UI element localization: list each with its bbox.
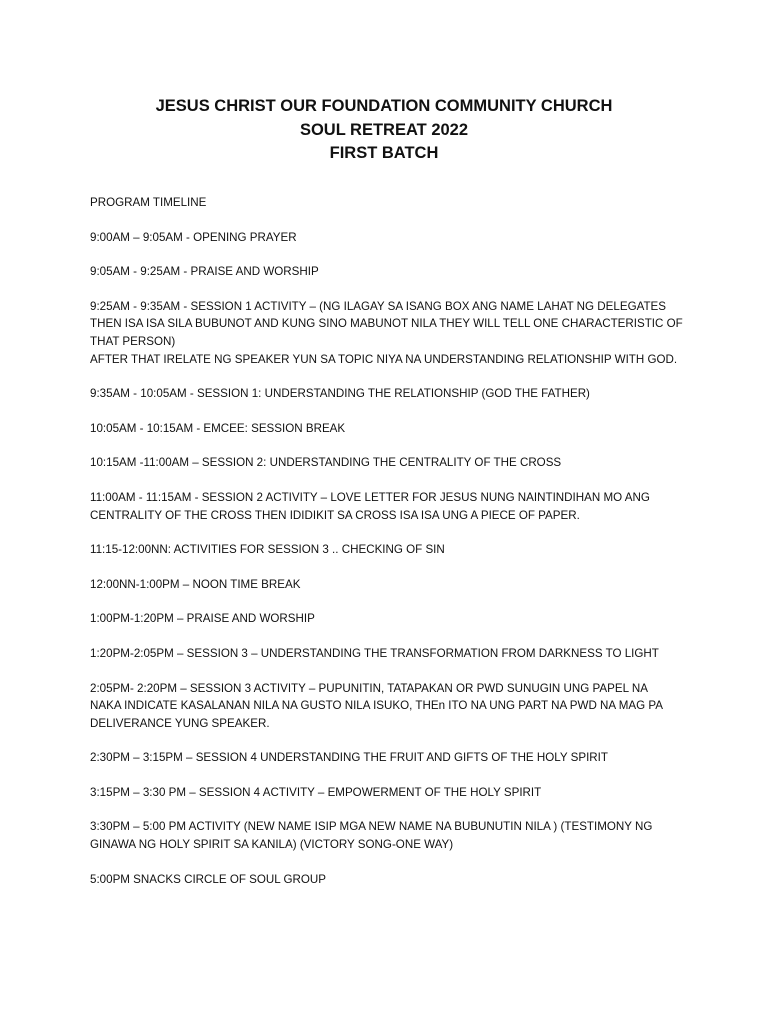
timeline-entry — [90, 871, 690, 889]
timeline-line: 3:15PM – 3:30 PM – SESSION 4 ACTIVITY – EMPOWERMENT OF THE HOLY SPIRIT — [90, 785, 542, 799]
timeline-entry — [90, 420, 690, 438]
timeline-entry — [90, 645, 690, 663]
timeline-line: GINAWA NG HOLY SPIRIT SA KANILA) (VICTORY SONG-ONE WAY) — [90, 838, 454, 852]
timeline-entry — [90, 784, 690, 802]
timeline-line: 2:05PM- 2:20PM – SESSION 3 ACTIVITY – PUPUNITIN, TATAPAKAN OR PWD SUNUGIN UNG PAPEL NA — [90, 681, 648, 695]
document-title — [0, 95, 768, 166]
timeline-line: 9:25AM - 9:35AM - SESSION 1 ACTIVITY – (NG ILAGAY SA ISANG BOX ANG NAME LAHAT NG DELEGATES — [90, 299, 667, 313]
timeline-entry — [90, 610, 690, 628]
church-name-heading: JESUS CHRIST OUR FOUNDATION COMMUNITY CHURCH — [155, 97, 613, 115]
program-timeline — [90, 194, 690, 905]
timeline-line: 1:20PM-2:05PM – SESSION 3 – UNDERSTANDING THE TRANSFORMATION FROM DARKNESS TO LIGHT — [90, 646, 659, 660]
timeline-line: 11:15-12:00NN: ACTIVITIES FOR SESSION 3 .. CHECKING OF SIN — [90, 543, 445, 557]
timeline-line: 2:30PM – 3:15PM – SESSION 4 UNDERSTANDING THE FRUIT AND GIFTS OF THE HOLY SPIRIT — [90, 751, 608, 765]
timeline-line: THAT PERSON) — [90, 334, 176, 348]
timeline-line: 1:00PM-1:20PM – PRAISE AND WORSHIP — [90, 612, 315, 626]
timeline-line: 5:00PM SNACKS CIRCLE OF SOUL GROUP — [90, 872, 327, 886]
timeline-entry — [90, 385, 690, 403]
event-name-heading: SOUL RETREAT 2022 — [299, 120, 469, 139]
timeline-entry — [90, 818, 690, 853]
program-timeline-heading: PROGRAM TIMELINE — [90, 196, 207, 209]
timeline-line: 11:00AM - 11:15AM - SESSION 2 ACTIVITY – LOVE LETTER FOR JESUS NUNG NAINTINDIHAN MO ANG — [90, 490, 650, 504]
timeline-line: 3:30PM – 5:00 PM ACTIVITY (NEW NAME ISIP MGA NEW NAME NA BUBUNUTIN NILA ) (TESTIMONY NG — [90, 820, 653, 834]
timeline-entry — [90, 454, 690, 472]
timeline-line: 9:05AM - 9:25AM - PRAISE AND WORSHIP — [90, 265, 319, 279]
timeline-entry — [90, 576, 690, 594]
timeline-line: 10:15AM -11:00AM – SESSION 2: UNDERSTANDING THE CENTRALITY OF THE CROSS — [90, 456, 562, 470]
timeline-entry — [90, 749, 690, 767]
timeline-entry — [90, 680, 690, 733]
timeline-line: DELIVERANCE YUNG SPEAKER. — [90, 716, 270, 730]
timeline-entry — [90, 298, 690, 368]
timeline-line: AFTER THAT IRELATE NG SPEAKER YUN SA TOPIC NIYA NA UNDERSTANDING RELATIONSHIP WITH GOD. — [90, 352, 678, 366]
timeline-line: 12:00NN-1:00PM – NOON TIME BREAK — [90, 577, 301, 591]
timeline-line: THEN ISA ISA SILA BUBUNOT AND KUNG SINO MABUNOT NILA THEY WILL TELL ONE CHARACTERISTIC OF — [90, 317, 683, 331]
timeline-entry — [90, 229, 690, 247]
timeline-line: NAKA INDICATE KASALANAN NILA NA GUSTO NILA ISUKO, THEn ITO NA UNG PART NA PWD NA MAG PA — [90, 699, 663, 713]
timeline-line: 9:35AM - 10:05AM - SESSION 1: UNDERSTANDING THE RELATIONSHIP (GOD THE FATHER) — [90, 387, 590, 401]
timeline-entry — [90, 489, 690, 524]
timeline-line: 9:00AM – 9:05AM - OPENING PRAYER — [90, 230, 297, 244]
batch-heading: FIRST BATCH — [329, 144, 439, 162]
timeline-line: 10:05AM - 10:15AM - EMCEE: SESSION BREAK — [90, 421, 346, 435]
timeline-line: CENTRALITY OF THE CROSS THEN IDIDIKIT SA CROSS ISA ISA UNG A PIECE OF PAPER. — [90, 508, 580, 522]
timeline-entry — [90, 263, 690, 281]
timeline-entry — [90, 541, 690, 559]
